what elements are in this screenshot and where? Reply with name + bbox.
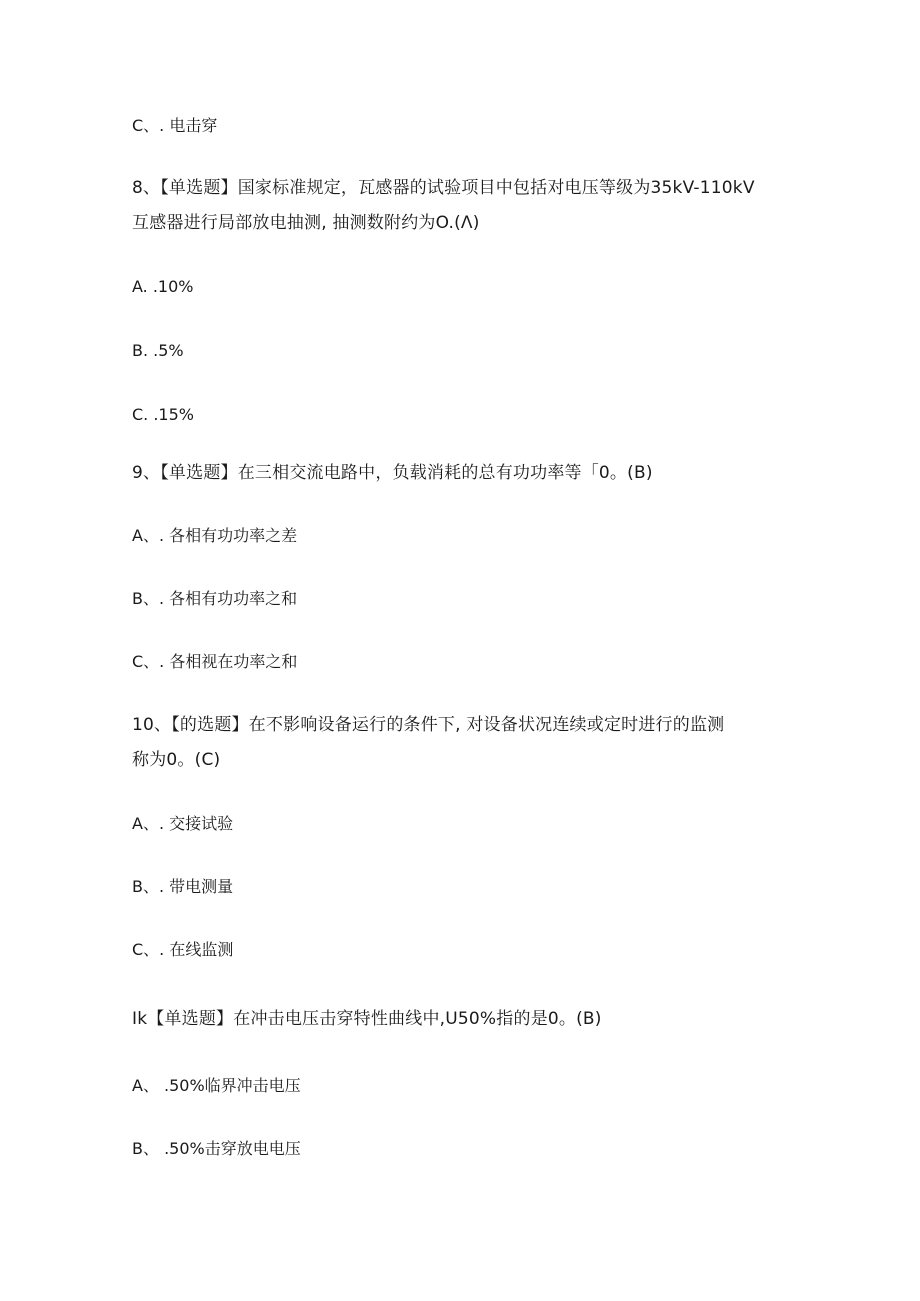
question-10-line-2: 称为0。(C) (132, 750, 221, 770)
question-8-line-2: 互感器进行局部放电抽测, 抽测数附约为O.(Λ) (132, 213, 480, 233)
option-c-electric-breakdown: C、. 电击穿 (132, 116, 218, 135)
question-8-option-a: A. .10% (132, 277, 194, 296)
question-10-line-1: 10、【的选题】在不影响设备运行的条件下, 对设备状况连续或定时进行的监测 (132, 715, 725, 735)
question-8-line-1: 8、【单选题】国家标准规定，瓦感器的试验项目中包括对电压等级为35kV-110kV (132, 178, 755, 198)
question-9-option-b: B、. 各相有功功率之和 (132, 589, 298, 608)
question-9-option-a: A、. 各相有功功率之差 (132, 526, 298, 545)
question-10-option-c: C、. 在线监测 (132, 940, 234, 959)
question-8-option-c: C. .15% (132, 405, 194, 424)
question-11-option-b: B、 .50%击穿放电电压 (132, 1139, 301, 1158)
question-10-option-b: B、. 带电测量 (132, 877, 234, 896)
question-10-option-a: A、. 交接试验 (132, 814, 234, 833)
question-11: Ik【单选题】在冲击电压击穿特性曲线中,U50%指的是0。(B) (132, 1009, 602, 1029)
question-9: 9、【单选题】在三相交流电路中，负载消耗的总有功功率等「0。(B) (132, 463, 653, 483)
question-9-option-c: C、. 各相视在功率之和 (132, 652, 298, 671)
question-11-option-a: A、 .50%临界冲击电压 (132, 1076, 301, 1095)
question-8-option-b: B. .5% (132, 341, 184, 360)
